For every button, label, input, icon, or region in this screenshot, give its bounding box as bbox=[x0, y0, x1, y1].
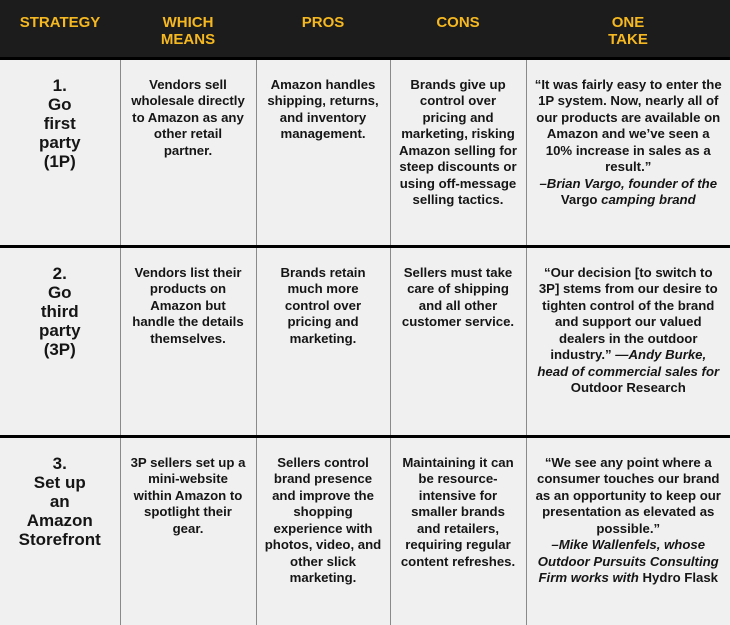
quote-attribution-end: camping brand bbox=[601, 192, 696, 207]
table-row bbox=[0, 246, 730, 436]
take-cell bbox=[526, 246, 730, 436]
pros-cell: Amazon handles shipping, returns, and inventory management. bbox=[256, 58, 390, 246]
header-strategy: STRATEGY bbox=[0, 0, 120, 58]
quote-brand: Vargo bbox=[560, 192, 598, 207]
means-cell: 3P sellers set up a mini-website within Amazon to spotlight their gear. bbox=[120, 436, 256, 625]
strategy-cell: 2. Go third party (3P) bbox=[0, 246, 120, 436]
quote-text: “We see any point where a consumer touches our brand as an opportunity to keep our presentation as elevated as possible.” bbox=[535, 454, 721, 536]
quote-attribution: —Andy Burke, head of commercial sales for bbox=[537, 347, 720, 379]
quote-brand: Hydro Flask bbox=[642, 570, 719, 585]
take-cell bbox=[526, 58, 730, 246]
pros-cell: Brands retain much more control over pricing and marketing. bbox=[256, 246, 390, 436]
quote-text: “Our decision [to switch to 3P] stems from our desire to tighten control of the brand and support our valued dealers in the outdoor industry.” bbox=[538, 264, 718, 362]
cons-cell: Sellers must take care of shipping and all other customer service. bbox=[390, 246, 526, 436]
quote-brand: Outdoor Research bbox=[570, 380, 686, 395]
header-one-take: ONE TAKE bbox=[526, 0, 730, 58]
header-which-means: WHICH MEANS bbox=[120, 0, 256, 58]
quote-text: “It was fairly easy to enter the 1P system. Now, nearly all of our products are available on Amazon and we’ve seen a 10% increase in sales as a result.” bbox=[534, 76, 722, 174]
header-pros: PROS bbox=[256, 0, 390, 58]
cons-cell: Maintaining it can be resource-intensive for smaller brands and retailers, requiring regular content refreshes. bbox=[390, 436, 526, 625]
header-cons: CONS bbox=[390, 0, 526, 58]
means-cell: Vendors sell wholesale directly to Amazon as any other retail partner. bbox=[120, 58, 256, 246]
take-cell bbox=[526, 436, 730, 625]
strategy-cell: 3. Set up an Amazon Storefront bbox=[18, 453, 101, 549]
cons-cell: Brands give up control over pricing and marketing, risking Amazon selling for steep discounts or using off-message selling tactics. bbox=[390, 58, 526, 246]
quote-attribution: –Brian Vargo, founder of the bbox=[539, 175, 718, 191]
table-row bbox=[0, 436, 730, 625]
pros-cell: Sellers control brand presence and improve the shopping experience with photos, video, and other slick marketing. bbox=[256, 436, 390, 625]
header-row bbox=[0, 0, 730, 58]
table-row bbox=[0, 58, 730, 246]
means-cell: Vendors list their products on Amazon but handle the details themselves. bbox=[120, 246, 256, 436]
strategy-cell: 1. Go first party (1P) bbox=[0, 58, 120, 246]
quote-attribution: –Mike Wallenfels, whose Outdoor Pursuits Consulting Firm works with bbox=[537, 537, 719, 585]
